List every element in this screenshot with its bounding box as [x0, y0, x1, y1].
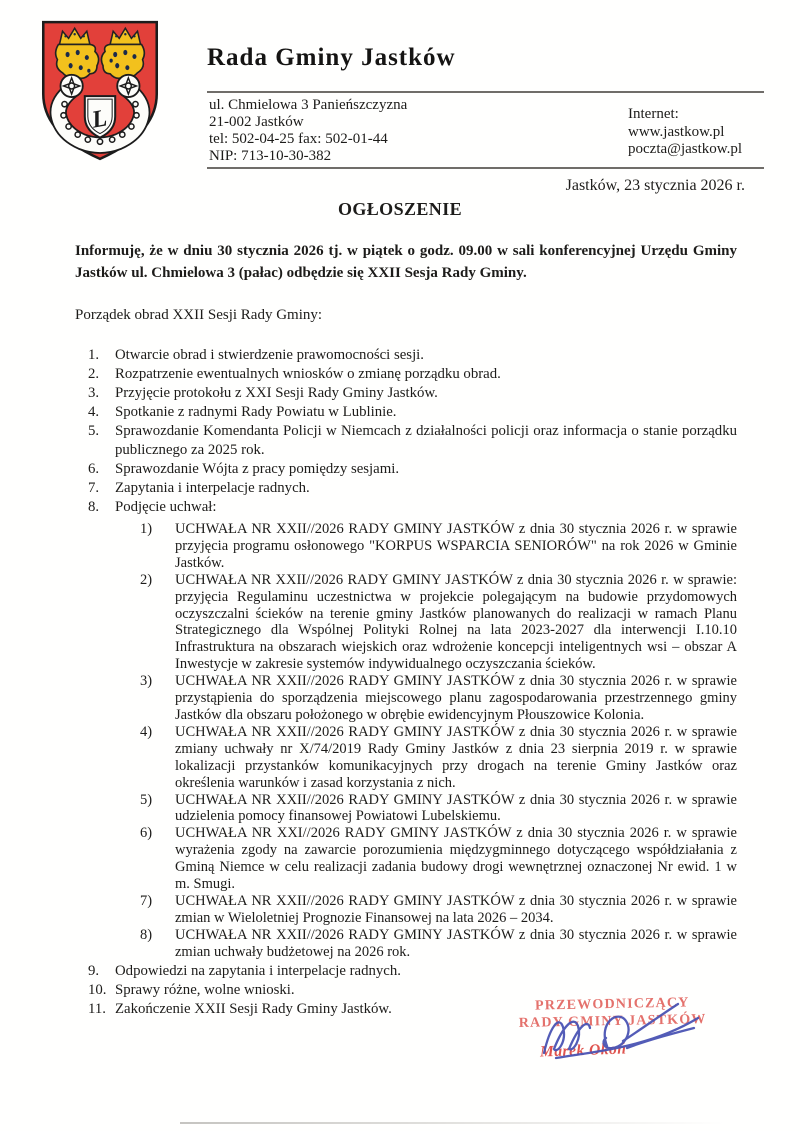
resolution-number: 8) [140, 926, 153, 943]
agenda-item [88, 498, 737, 517]
item-number: 7. [88, 480, 100, 496]
item-number: 2. [88, 366, 100, 382]
item-text: Sprawozdanie Wójta z pracy pomiędzy sesjami. [115, 461, 400, 477]
resolution-number: 3) [140, 673, 153, 690]
resolution-item [140, 792, 737, 826]
resolutions-list [75, 521, 737, 961]
resolution-number: 4) [140, 723, 153, 740]
agenda-item [88, 384, 737, 403]
date-line: Jastków, 23 stycznia 2026 r. [565, 177, 745, 194]
resolution-text: UCHWAŁA NR XXII//2026 RADY GMINY JASTKÓW z dnia 30 stycznia 2026 r. w sprawie zmian uchwały budżetowej na 2026 rok. [175, 926, 737, 960]
internet-label: Internet: [628, 106, 679, 122]
agenda-list [75, 346, 737, 1019]
item-text: Podjęcie uchwał: [115, 499, 217, 515]
handwritten-signature [528, 997, 718, 1072]
resolution-item [140, 724, 737, 792]
agenda-item [88, 346, 737, 365]
chairman-name: Marek Okoń [539, 1040, 627, 1061]
agenda-item [88, 365, 737, 384]
item-number: 5. [88, 423, 100, 439]
item-text: Odpowiedzi na zapytania i interpelacje radnych. [115, 962, 401, 979]
crest-letter: L [89, 104, 110, 134]
stamp-line-2: RADY GMINY JASTKÓW [518, 1012, 707, 1031]
resolution-text: UCHWAŁA NR XXII//2026 RADY GMINY JASTKÓW z dnia 30 stycznia 2026 r. w sprawie zmiany uchwały nr X/74/2019 Rady Gminy Jastków z dnia 23 sierpnia 2019 r. w sprawie lokalizacji przystanków komunikacyjnych przy drogach na terenie Gminy Jastków oraz określenia warunków i zasad korzystania z nich. [175, 723, 737, 791]
address-phone-fax: tel: 502-04-25 fax: 502-01-44 [209, 131, 388, 147]
item-number: 9. [88, 962, 100, 979]
resolution-number: 5) [140, 791, 153, 808]
internet-block [628, 106, 742, 159]
item-text: Sprawozdanie Komendanta Policji w Niemcach z działalności policji oraz informacja o stanie porządku publicznego za 2025 rok. [115, 423, 737, 458]
letterhead-rule-bottom [207, 167, 764, 169]
resolution-text: UCHWAŁA NR XXII//2026 RADY GMINY JASTKÓW z dnia 30 stycznia 2026 r. w sprawie: przyjęcia Regulaminu uczestnictwa w projekcie polegającym na budowie przydomowych oczyszczalni ścieków na terenie gminy Jastków planowanych do realizacji w ramach Planu Strategicznego dla Wspólnej Polityki Rolnej na lata 2023-2027 dla interwencji I.10.10 Infrastruktura na obszarach wiejskich oraz wdrożenie koncepcji inteligentnych wsi – obszar A Inwestycje w zakresie systemów indywidualnego oczyszczania ścieków. [175, 571, 737, 673]
item-number: 11. [88, 1000, 106, 1017]
page-title: OGŁOSZENIE [337, 199, 463, 219]
coat-of-arms [36, 13, 164, 167]
agenda-item [88, 962, 737, 981]
resolution-number: 7) [140, 892, 153, 909]
agenda-item [88, 403, 737, 422]
stamp-line-1: PRZEWODNICZĄCY [534, 995, 690, 1014]
address-block [209, 97, 407, 165]
resolution-text: UCHWAŁA NR XXI//2026 RADY GMINY JASTKÓW z dnia 30 stycznia 2026 r. w sprawie wyrażenia zgody na zawarcie porozumienia międzygminnego dotyczącego współdziałania z Gminą Niemce w celu realizacji zadania budowy drogi wewnętrznej oznaczonej Nr ewid. 1 w m. Smugi. [175, 825, 737, 893]
resolution-item [140, 825, 737, 893]
resolution-text: UCHWAŁA NR XXII//2026 RADY GMINY JASTKÓW z dnia 30 stycznia 2026 r. w sprawie zmian w Wieloletniej Prognozie Finansowej na lata 2026 – 2034. [175, 892, 737, 926]
agenda-heading: Porządek obrad XXII Sesji Rady Gminy: [75, 307, 323, 323]
letterhead [207, 44, 764, 164]
intro-paragraph: Informuję, że w dniu 30 stycznia 2026 tj. w piątek o godz. 09.00 w sali konferencyjnej Urzędu Gminy Jastków ul. Chmielowa 3 (pałac) odbędzie się XXII Sesja Rady Gminy. [75, 243, 737, 281]
item-number: 8. [88, 499, 100, 515]
item-number: 6. [88, 461, 100, 477]
letterhead-rule-top [207, 91, 764, 93]
resolution-item [140, 893, 737, 927]
item-number: 10. [88, 981, 107, 998]
resolution-number: 1) [140, 521, 153, 537]
item-text: Przyjęcie protokołu z XXI Sesji Rady Gminy Jastków. [115, 385, 438, 401]
address-city: 21-002 Jastków [209, 114, 304, 130]
item-text: Sprawy różne, wolne wnioski. [115, 981, 295, 998]
website-url: www.jastkow.pl [628, 123, 725, 140]
email-address: poczta@jastkow.pl [628, 141, 743, 157]
agenda-item [88, 460, 737, 479]
resolution-number: 6) [140, 825, 153, 842]
item-text: Spotkanie z radnymi Rady Powiatu w Lublinie. [115, 404, 397, 420]
item-number: 4. [88, 404, 100, 420]
resolution-item [140, 673, 737, 724]
resolution-item [140, 521, 737, 572]
item-number: 3. [88, 385, 100, 401]
resolution-text: UCHWAŁA NR XXII//2026 RADY GMINY JASTKÓW z dnia 30 stycznia 2026 r. w sprawie przystąpienia do sporządzenia miejscowego planu zagospodarowania przestrzennego gminy Jastków dla obszaru położonego w obrębie ewidencyjnym Płouszowice Kolonia. [175, 673, 737, 723]
agenda-item [88, 422, 737, 460]
resolution-item [140, 927, 737, 961]
org-name: Rada Gminy Jastków [207, 44, 456, 71]
resolution-text: UCHWAŁA NR XXII//2026 RADY GMINY JASTKÓW z dnia 30 stycznia 2026 r. w sprawie przyjęcia programu osłonowego "KORPUS WSPARCIA SENIORÓW" na rok 2026 w Gminie Jastków. [175, 521, 737, 571]
item-text: Rozpatrzenie ewentualnych wniosków o zmianę porządku obrad. [115, 366, 501, 382]
item-text: Zakończenie XXII Sesji Rady Gminy Jastków. [115, 1000, 392, 1017]
agenda-item [88, 479, 737, 498]
item-number: 1. [88, 347, 100, 363]
address-street: ul. Chmielowa 3 Panieńszczyzna [209, 97, 408, 113]
resolution-item [140, 572, 737, 673]
address-nip: NIP: 713-10-30-382 [209, 148, 332, 164]
item-text: Otwarcie obrad i stwierdzenie prawomocności sesji. [115, 347, 424, 363]
resolution-text: UCHWAŁA NR XXII//2026 RADY GMINY JASTKÓW z dnia 30 stycznia 2026 r. w sprawie udzielenia pomocy finansowej Powiatowi Lubelskiemu. [175, 791, 737, 825]
resolution-number: 2) [140, 571, 153, 588]
item-text: Zapytania i interpelacje radnych. [115, 480, 310, 496]
scan-artifact-line [180, 1122, 725, 1124]
